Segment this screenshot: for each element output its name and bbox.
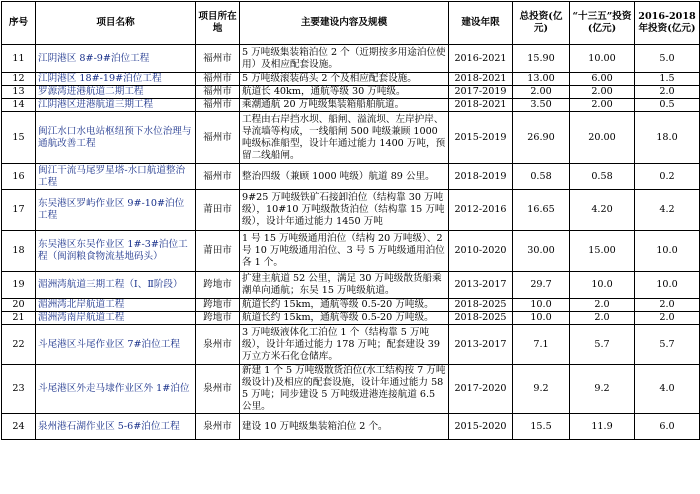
cell-scale: 航道长约 15km，通航等级 0.5-20 万吨级。 — [240, 312, 449, 325]
cell-scale: 新建 1 个 5 万吨级散货泊位(水工结构按 7 万吨级设计)及相应的配套设施，设计年通过能力 585 万吨；同步建设 5 万吨级进港连接航道 6.5 公里。 — [240, 365, 449, 414]
cell-years: 2017-2020 — [449, 365, 513, 414]
table-row — [2, 99, 700, 112]
header-plan135: “十三五”投资(亿元) — [570, 2, 635, 45]
cell-2016-2018-investment: 6.0 — [635, 414, 700, 440]
cell-years: 2018-2019 — [449, 164, 513, 190]
cell-135-investment: 10.0 — [570, 272, 635, 299]
cell-project-name: 东吴港区罗屿作业区 9#-10#泊位工程 — [36, 190, 196, 231]
cell-2016-2018-investment: 4.0 — [635, 365, 700, 414]
table-header-row — [2, 2, 700, 45]
cell-years: 2015-2020 — [449, 414, 513, 440]
table-row — [2, 231, 700, 272]
cell-2016-2018-investment: 2.0 — [635, 86, 700, 99]
cell-project-name: 江阴港区 8#-9#泊位工程 — [36, 45, 196, 73]
cell-scale: 航道长约 15km，通航等级 0.5-20 万吨级。 — [240, 299, 449, 312]
cell-2016-2018-investment: 0.2 — [635, 164, 700, 190]
table-row — [2, 164, 700, 190]
cell-2016-2018-investment: 2.0 — [635, 299, 700, 312]
cell-location: 跨地市 — [196, 299, 240, 312]
cell-project-name: 湄洲湾航道三期工程（Ⅰ、Ⅱ阶段） — [36, 272, 196, 299]
cell-total-investment: 26.90 — [513, 112, 570, 164]
cell-no: 22 — [2, 325, 36, 365]
cell-location: 泉州市 — [196, 414, 240, 440]
cell-no: 21 — [2, 312, 36, 325]
cell-years: 2017-2019 — [449, 86, 513, 99]
cell-total-investment: 0.58 — [513, 164, 570, 190]
table-row — [2, 45, 700, 73]
cell-scale: 航道长 40km，通航等级 30 万吨级。 — [240, 86, 449, 99]
cell-2016-2018-investment: 1.5 — [635, 73, 700, 86]
cell-scale: 5 万吨级滚装码头 2 个及相应配套设施。 — [240, 73, 449, 86]
cell-project-name: 江阴港区 18#-19#泊位工程 — [36, 73, 196, 86]
cell-no: 16 — [2, 164, 36, 190]
cell-no: 24 — [2, 414, 36, 440]
cell-total-investment: 13.00 — [513, 73, 570, 86]
cell-135-investment: 0.58 — [570, 164, 635, 190]
cell-project-name: 江阴港区进港航道三期工程 — [36, 99, 196, 112]
cell-project-name: 闽江水口水电站枢纽预下水位治理与通航改善工程 — [36, 112, 196, 164]
cell-years: 2013-2017 — [449, 325, 513, 365]
cell-total-investment: 2.00 — [513, 86, 570, 99]
cell-scale: 整治四级（兼顾 1000 吨级）航道 89 公里。 — [240, 164, 449, 190]
cell-years: 2018-2021 — [449, 99, 513, 112]
cell-location: 跨地市 — [196, 312, 240, 325]
table-row — [2, 414, 700, 440]
cell-location: 福州市 — [196, 99, 240, 112]
table-row — [2, 190, 700, 231]
cell-scale: 5 万吨级集装箱泊位 2 个（近期按多用途泊位使用）及相应配套设施。 — [240, 45, 449, 73]
cell-2016-2018-investment: 18.0 — [635, 112, 700, 164]
cell-location: 福州市 — [196, 73, 240, 86]
cell-2016-2018-investment: 4.2 — [635, 190, 700, 231]
investment-table — [1, 1, 700, 440]
cell-total-investment: 3.50 — [513, 99, 570, 112]
cell-scale: 工程由右岸挡水坝、船闸、溢流坝、左岸护岸、导流墙等构成，一线船闸 500 吨级兼顾 1000 吨级标准船型，设计年通过能力 1400 万吨，预留二线船闸。 — [240, 112, 449, 164]
cell-location: 跨地市 — [196, 272, 240, 299]
cell-135-investment: 2.00 — [570, 99, 635, 112]
header-inv1618: 2016-2018年投资(亿元) — [635, 2, 700, 45]
header-years: 建设年限 — [449, 2, 513, 45]
cell-location: 福州市 — [196, 164, 240, 190]
cell-scale: 3 万吨级液体化工泊位 1 个（结构靠 5 万吨级），设计年通过能力 178 万吨；配套建设 39 万立方米石化仓储库。 — [240, 325, 449, 365]
cell-years: 2018-2025 — [449, 299, 513, 312]
cell-2016-2018-investment: 10.0 — [635, 231, 700, 272]
cell-total-investment: 15.5 — [513, 414, 570, 440]
cell-135-investment: 11.9 — [570, 414, 635, 440]
cell-no: 11 — [2, 45, 36, 73]
cell-project-name: 东吴港区东吴作业区 1#-3#泊位工程（闽润粮食物流基地码头） — [36, 231, 196, 272]
cell-years: 2013-2017 — [449, 272, 513, 299]
cell-135-investment: 2.0 — [570, 299, 635, 312]
cell-total-investment: 10.0 — [513, 299, 570, 312]
cell-location: 福州市 — [196, 112, 240, 164]
header-no: 序号 — [2, 2, 36, 45]
cell-project-name: 湄洲湾南岸航道工程 — [36, 312, 196, 325]
cell-location: 莆田市 — [196, 190, 240, 231]
table-row — [2, 272, 700, 299]
header-location: 项目所在地 — [196, 2, 240, 45]
cell-135-investment: 4.20 — [570, 190, 635, 231]
table-row — [2, 365, 700, 414]
cell-135-investment: 2.00 — [570, 86, 635, 99]
cell-total-investment: 10.0 — [513, 312, 570, 325]
cell-total-investment: 30.00 — [513, 231, 570, 272]
cell-no: 15 — [2, 112, 36, 164]
cell-scale: 扩建主航道 52 公里，满足 30 万吨级散货船乘潮单向通航；东吴 15 万吨级航道。 — [240, 272, 449, 299]
cell-no: 23 — [2, 365, 36, 414]
cell-years: 2018-2021 — [449, 73, 513, 86]
table-row — [2, 325, 700, 365]
cell-2016-2018-investment: 0.5 — [635, 99, 700, 112]
cell-years: 2015-2019 — [449, 112, 513, 164]
cell-2016-2018-investment: 5.0 — [635, 45, 700, 73]
header-total: 总投资(亿元) — [513, 2, 570, 45]
cell-project-name: 斗尾港区斗尾作业区 7#泊位工程 — [36, 325, 196, 365]
table-row — [2, 112, 700, 164]
cell-no: 13 — [2, 86, 36, 99]
cell-total-investment: 7.1 — [513, 325, 570, 365]
cell-scale: 1 号 15 万吨级通用泊位（结构 20 万吨级）、2 号 10 万吨级通用泊位、3 号 5 万吨级通用泊位各 1 个。 — [240, 231, 449, 272]
cell-project-name: 斗尾港区外走马埭作业区外 1#泊位 — [36, 365, 196, 414]
table-row — [2, 73, 700, 86]
cell-project-name: 湄洲湾北岸航道工程 — [36, 299, 196, 312]
cell-no: 12 — [2, 73, 36, 86]
cell-scale: 建设 10 万吨级集装箱泊位 2 个。 — [240, 414, 449, 440]
cell-135-investment: 6.00 — [570, 73, 635, 86]
cell-no: 14 — [2, 99, 36, 112]
cell-no: 18 — [2, 231, 36, 272]
cell-no: 19 — [2, 272, 36, 299]
table-row — [2, 299, 700, 312]
cell-location: 泉州市 — [196, 325, 240, 365]
cell-scale: 9#25 万吨级铁矿石接卸泊位（结构靠 30 万吨级），10#10 万吨级散货泊位（结构靠 15 万吨级），设计年通过能力 1450 万吨 — [240, 190, 449, 231]
cell-135-investment: 2.0 — [570, 312, 635, 325]
cell-scale: 乘潮通航 20 万吨级集装箱船舶航道。 — [240, 99, 449, 112]
cell-total-investment: 29.7 — [513, 272, 570, 299]
cell-no: 20 — [2, 299, 36, 312]
table-row — [2, 312, 700, 325]
cell-total-investment: 16.65 — [513, 190, 570, 231]
cell-135-investment: 20.00 — [570, 112, 635, 164]
cell-135-investment: 5.7 — [570, 325, 635, 365]
cell-135-investment: 15.00 — [570, 231, 635, 272]
cell-project-name: 闽江干流马尾罗星塔-水口航道整治工程 — [36, 164, 196, 190]
header-name: 项目名称 — [36, 2, 196, 45]
cell-years: 2018-2025 — [449, 312, 513, 325]
cell-no: 17 — [2, 190, 36, 231]
cell-location: 泉州市 — [196, 365, 240, 414]
cell-total-investment: 15.90 — [513, 45, 570, 73]
cell-2016-2018-investment: 2.0 — [635, 312, 700, 325]
cell-location: 福州市 — [196, 45, 240, 73]
cell-years: 2016-2021 — [449, 45, 513, 73]
cell-2016-2018-investment: 5.7 — [635, 325, 700, 365]
cell-project-name: 罗源湾进港航道二期工程 — [36, 86, 196, 99]
table-row — [2, 86, 700, 99]
cell-location: 福州市 — [196, 86, 240, 99]
cell-project-name: 泉州港石湖作业区 5-6#泊位工程 — [36, 414, 196, 440]
cell-135-investment: 9.2 — [570, 365, 635, 414]
cell-total-investment: 9.2 — [513, 365, 570, 414]
cell-135-investment: 10.00 — [570, 45, 635, 73]
cell-location: 莆田市 — [196, 231, 240, 272]
cell-2016-2018-investment: 10.0 — [635, 272, 700, 299]
cell-years: 2012-2016 — [449, 190, 513, 231]
cell-years: 2010-2020 — [449, 231, 513, 272]
header-scale: 主要建设内容及规模 — [240, 2, 449, 45]
